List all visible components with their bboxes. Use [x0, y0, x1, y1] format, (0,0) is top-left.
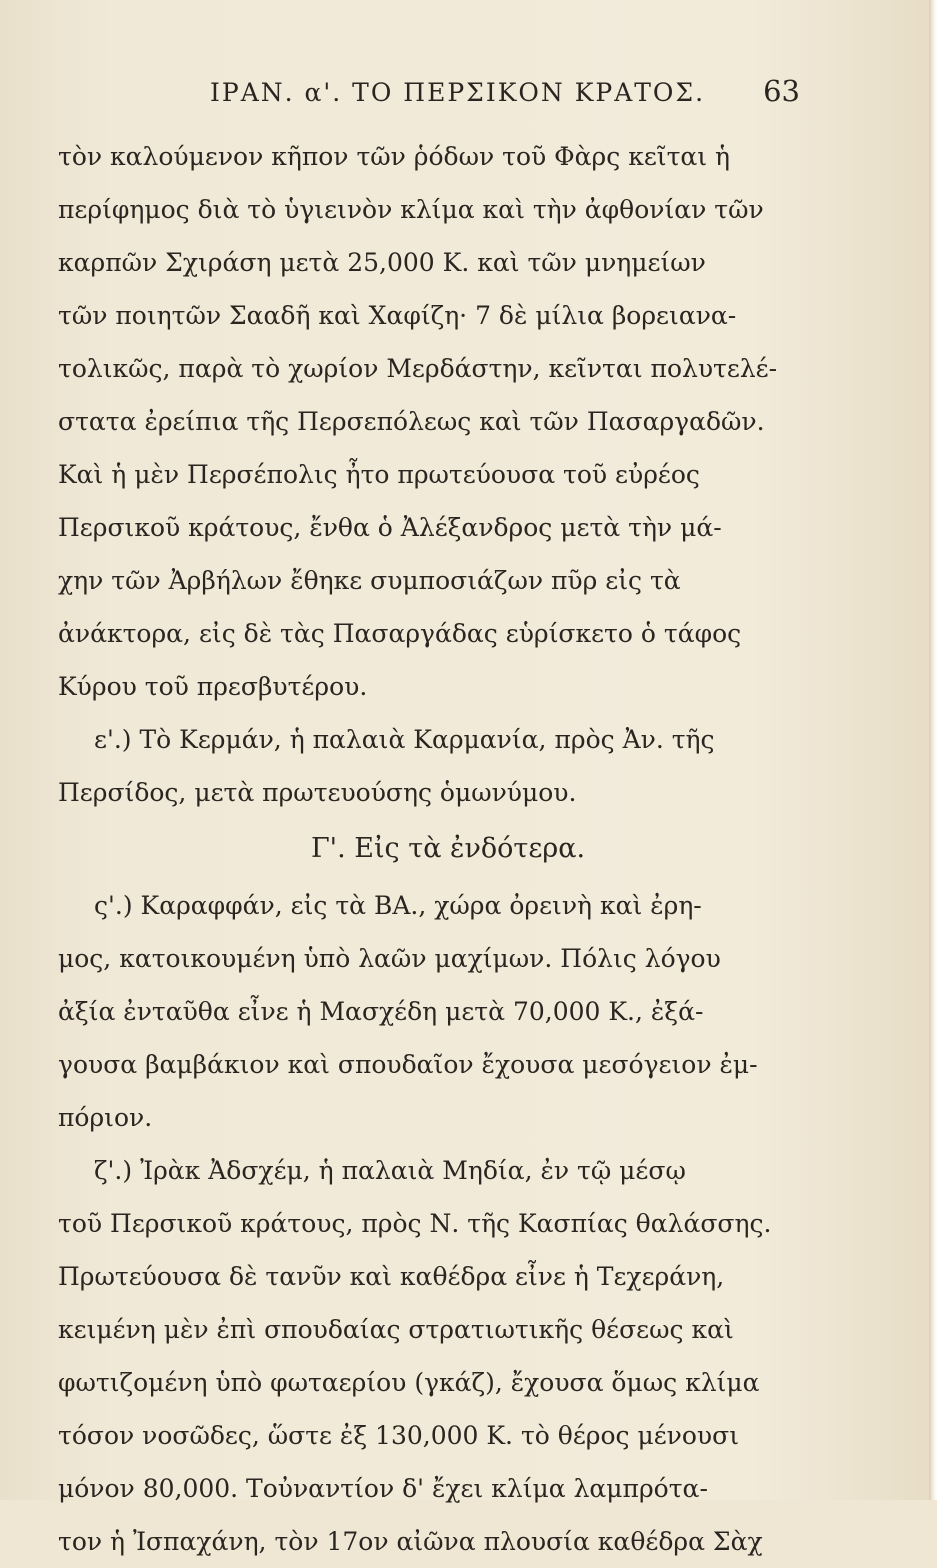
text-line: ἀνάκτορα, εἰς δὲ τὰς Πασαργάδας εὑρίσκετο ὁ τάφος — [58, 619, 742, 648]
text-line: περίφημος διὰ τὸ ὑγιεινὸν κλίμα καὶ τὴν ἀφθονίαν τῶν — [58, 195, 764, 224]
text-line: ζ'.) Ἰρὰκ Ἀδσχέμ, ἡ παλαιὰ Μηδία, ἐν τῷ μέσῳ — [94, 1156, 686, 1185]
text-line: πόριον. — [58, 1103, 153, 1132]
body-text — [58, 130, 818, 1568]
text-line: τοῦ Περσικοῦ κράτους, πρὸς Ν. τῆς Κασπίας θαλάσσης. — [58, 1209, 772, 1238]
text-line: μόνον 80,000. Τοὐναντίον δ' ἔχει κλίμα λαμπρότα- — [58, 1474, 708, 1503]
text-line: τῶν ποιητῶν Σααδῆ καὶ Χαφίζη· 7 δὲ μίλια βορειανα- — [58, 301, 737, 330]
text-line: ς'.) Καραφφάν, εἰς τὰ ΒΑ., χώρα ὀρεινὴ καὶ ἐρη- — [94, 891, 702, 920]
section-heading: Γ'. Εἰς τὰ ἐνδότερα. — [310, 833, 586, 864]
text-line: τόσον νοσῶδες, ὥστε ἐξ 130,000 Κ. τὸ θέρος μένουσι — [58, 1421, 739, 1450]
text-line: ε'.) Τὸ Κερμάν, ἡ παλαιὰ Καρμανία, πρὸς Ἀν. τῆς — [94, 725, 715, 754]
text-line: Περσίδος, μετὰ πρωτευούσης ὁμωνύμου. — [58, 778, 577, 807]
text-line: Κύρου τοῦ πρεσβυτέρου. — [58, 672, 368, 701]
text-line: καρπῶν Σχιράση μετὰ 25,000 Κ. καὶ τῶν μνημείων — [58, 248, 706, 277]
page-edge — [929, 0, 937, 1500]
text-line: Καὶ ἡ μὲν Περσέπολις ἦτο πρωτεύουσα τοῦ εὐρέος — [58, 460, 700, 489]
text-line: φωτιζομένη ὑπὸ φωταερίου (γκάζ), ἔχουσα ὅμως κλίμα — [58, 1368, 760, 1397]
text-line: ἀξία ἐνταῦθα εἶνε ἡ Μασχέδη μετὰ 70,000 Κ., ἐξά- — [58, 997, 704, 1026]
text-line: Περσικοῦ κράτους, ἔνθα ὁ Ἀλέξανδρος μετὰ τὴν μά- — [58, 513, 722, 542]
text-line: χην τῶν Ἀρβήλων ἔθηκε συμποσιάζων πῦρ εἰς τὰ — [58, 566, 681, 595]
text-line: κειμένη μὲν ἐπὶ σπουδαίας στρατιωτικῆς θέσεως καὶ — [58, 1315, 734, 1344]
running-head: ΙΡΑΝ. α'. ΤΟ ΠΕΡΣΙΚΟΝ ΚΡΑΤΟΣ. — [210, 78, 706, 107]
page-header — [210, 74, 800, 118]
text-line: γουσα βαμβάκιον καὶ σπουδαῖον ἔχουσα μεσόγειον ἐμ- — [58, 1050, 758, 1079]
text-line: στατα ἐρείπια τῆς Περσεπόλεως καὶ τῶν Πασαργαδῶν. — [58, 407, 765, 436]
page-number: 63 — [763, 74, 800, 108]
text-line: τὸν καλούμενον κῆπον τῶν ῥόδων τοῦ Φὰρς κεῖται ἡ — [58, 142, 731, 171]
text-line: τολικῶς, παρὰ τὸ χωρίον Μερδάστην, κεῖνται πολυτελέ- — [58, 354, 778, 383]
text-line: μος, κατοικουμένη ὑπὸ λαῶν μαχίμων. Πόλις λόγου — [58, 944, 721, 973]
text-line: τον ἡ Ἰσπαχάνη, τὸν 17ον αἰῶνα πλουσία καθέδρα Σὰχ — [58, 1527, 763, 1556]
text-line: Πρωτεύουσα δὲ τανῦν καὶ καθέδρα εἶνε ἡ Τεχεράνη, — [58, 1262, 725, 1291]
